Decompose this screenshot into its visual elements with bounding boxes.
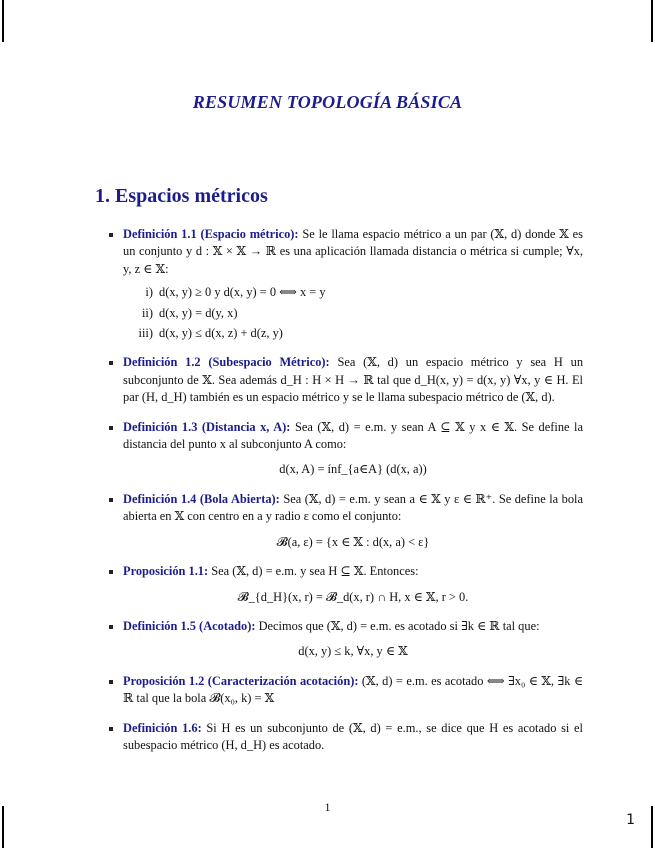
- display-formula: 𝓑(a, ε) = {x ∈ 𝕏 : d(x, a) < ε}: [276, 534, 430, 549]
- condition-item: [133, 325, 583, 342]
- item-label: Definición 1.3 (Distancia x, A):: [123, 419, 291, 434]
- definitions-list: [107, 226, 583, 766]
- crop-mark-top-right-v: [651, 0, 653, 42]
- item-label: Definición 1.4 (Bola Abierta):: [123, 491, 280, 506]
- item-label: Definición 1.2 (Subespacio Métrico):: [123, 355, 330, 370]
- item-text: Sea (𝕏, d) un espacio métrico y sea H un subconjunto de 𝕏. Sea además d_H : H × H → ℝ tal que d_H(x, y) = d(x, y) ∀x, y ∈ H. El par (H, d_H) también es un espacio métrico y se le llama subespacio métrico de (𝕏, d).: [123, 355, 584, 405]
- item-label: Definición 1.5 (Acotado):: [123, 618, 256, 633]
- item-text: Decimos que (𝕏, d) = e.m. es acotado si ∃k ∈ ℝ tal que:: [258, 618, 540, 633]
- footer-page-number: 1: [324, 800, 331, 814]
- list-item-definicion-1-1: [107, 226, 583, 342]
- item-label: Proposición 1.1:: [123, 564, 209, 579]
- list-item-proposicion-1-1: [107, 563, 583, 606]
- item-text: Sea (𝕏, d) = e.m. y sea H ⊆ 𝕏. Entonces:: [211, 564, 419, 579]
- condition-item: [133, 284, 583, 301]
- list-item-definicion-1-4: [107, 491, 583, 551]
- item-text: Sea (𝕏, d) = e.m. y sean A ⊆ 𝕏 y x ∈ 𝕏. Se define la distancia del punto x al subconjunto A como:: [123, 419, 583, 452]
- item-text: Sea (𝕏, d) = e.m. y sean a ∈ 𝕏 y ε ∈ ℝ⁺. Se define la bola abierta en 𝕏 con centro en a y radio ε como el conjunto:: [123, 491, 583, 524]
- list-item-definicion-1-5: [107, 618, 583, 661]
- list-item-definicion-1-2: [107, 354, 583, 406]
- condition-number: iii): [138, 326, 153, 341]
- condition-item: [133, 305, 583, 322]
- item-text: (𝕏, d) = e.m. es acotado ⟺ ∃x₀ ∈ 𝕏, ∃k ∈ ℝ tal que la bola 𝓑(x₀, k) = 𝕏: [123, 673, 583, 706]
- item-text: Se le llama espacio métrico a un par (𝕏, d) donde 𝕏 es un conjunto y d : 𝕏 × 𝕏 → ℝ es una aplicación llamada distancia o métrica si cumple; ∀x, y, z ∈ 𝕏:: [123, 227, 583, 276]
- display-formula: d(x, A) = ínf_{a∈A} (d(x, a)): [279, 462, 427, 477]
- condition-text: d(x, y) = d(y, x): [159, 305, 238, 320]
- display-formula: d(x, y) ≤ k, ∀x, y ∈ 𝕏: [298, 644, 408, 659]
- document-title: RESUMEN TOPOLOGÍA BÁSICA: [192, 92, 463, 112]
- crop-mark-top-left-v: [2, 0, 4, 42]
- metric-conditions: [133, 284, 583, 342]
- item-label: Definición 1.6:: [123, 720, 202, 735]
- condition-number: i): [145, 285, 153, 300]
- item-label: Proposición 1.2 (Caracterización acotación):: [123, 673, 359, 688]
- list-item-definicion-1-6: [107, 720, 583, 755]
- display-formula: 𝓑_{d_H}(x, r) = 𝓑_d(x, r) ∩ H, x ∈ 𝕏, r > 0.: [237, 589, 469, 604]
- condition-text: d(x, y) ≥ 0 y d(x, y) = 0 ⟺ x = y: [159, 285, 326, 300]
- condition-text: d(x, y) ≤ d(x, z) + d(z, y): [159, 326, 283, 341]
- item-text: Si H es un subconjunto de (𝕏, d) = e.m., se dice que H es acotado si el subespacio métrico (H, d_H) es acotado.: [123, 720, 583, 752]
- section-heading: 1. Espacios métricos: [95, 185, 268, 207]
- condition-number: ii): [141, 305, 153, 320]
- list-item-definicion-1-3: [107, 419, 583, 479]
- viewer-page-number: 1: [626, 812, 635, 828]
- item-label: Definición 1.1 (Espacio métrico):: [123, 227, 299, 241]
- list-item-proposicion-1-2: [107, 673, 583, 708]
